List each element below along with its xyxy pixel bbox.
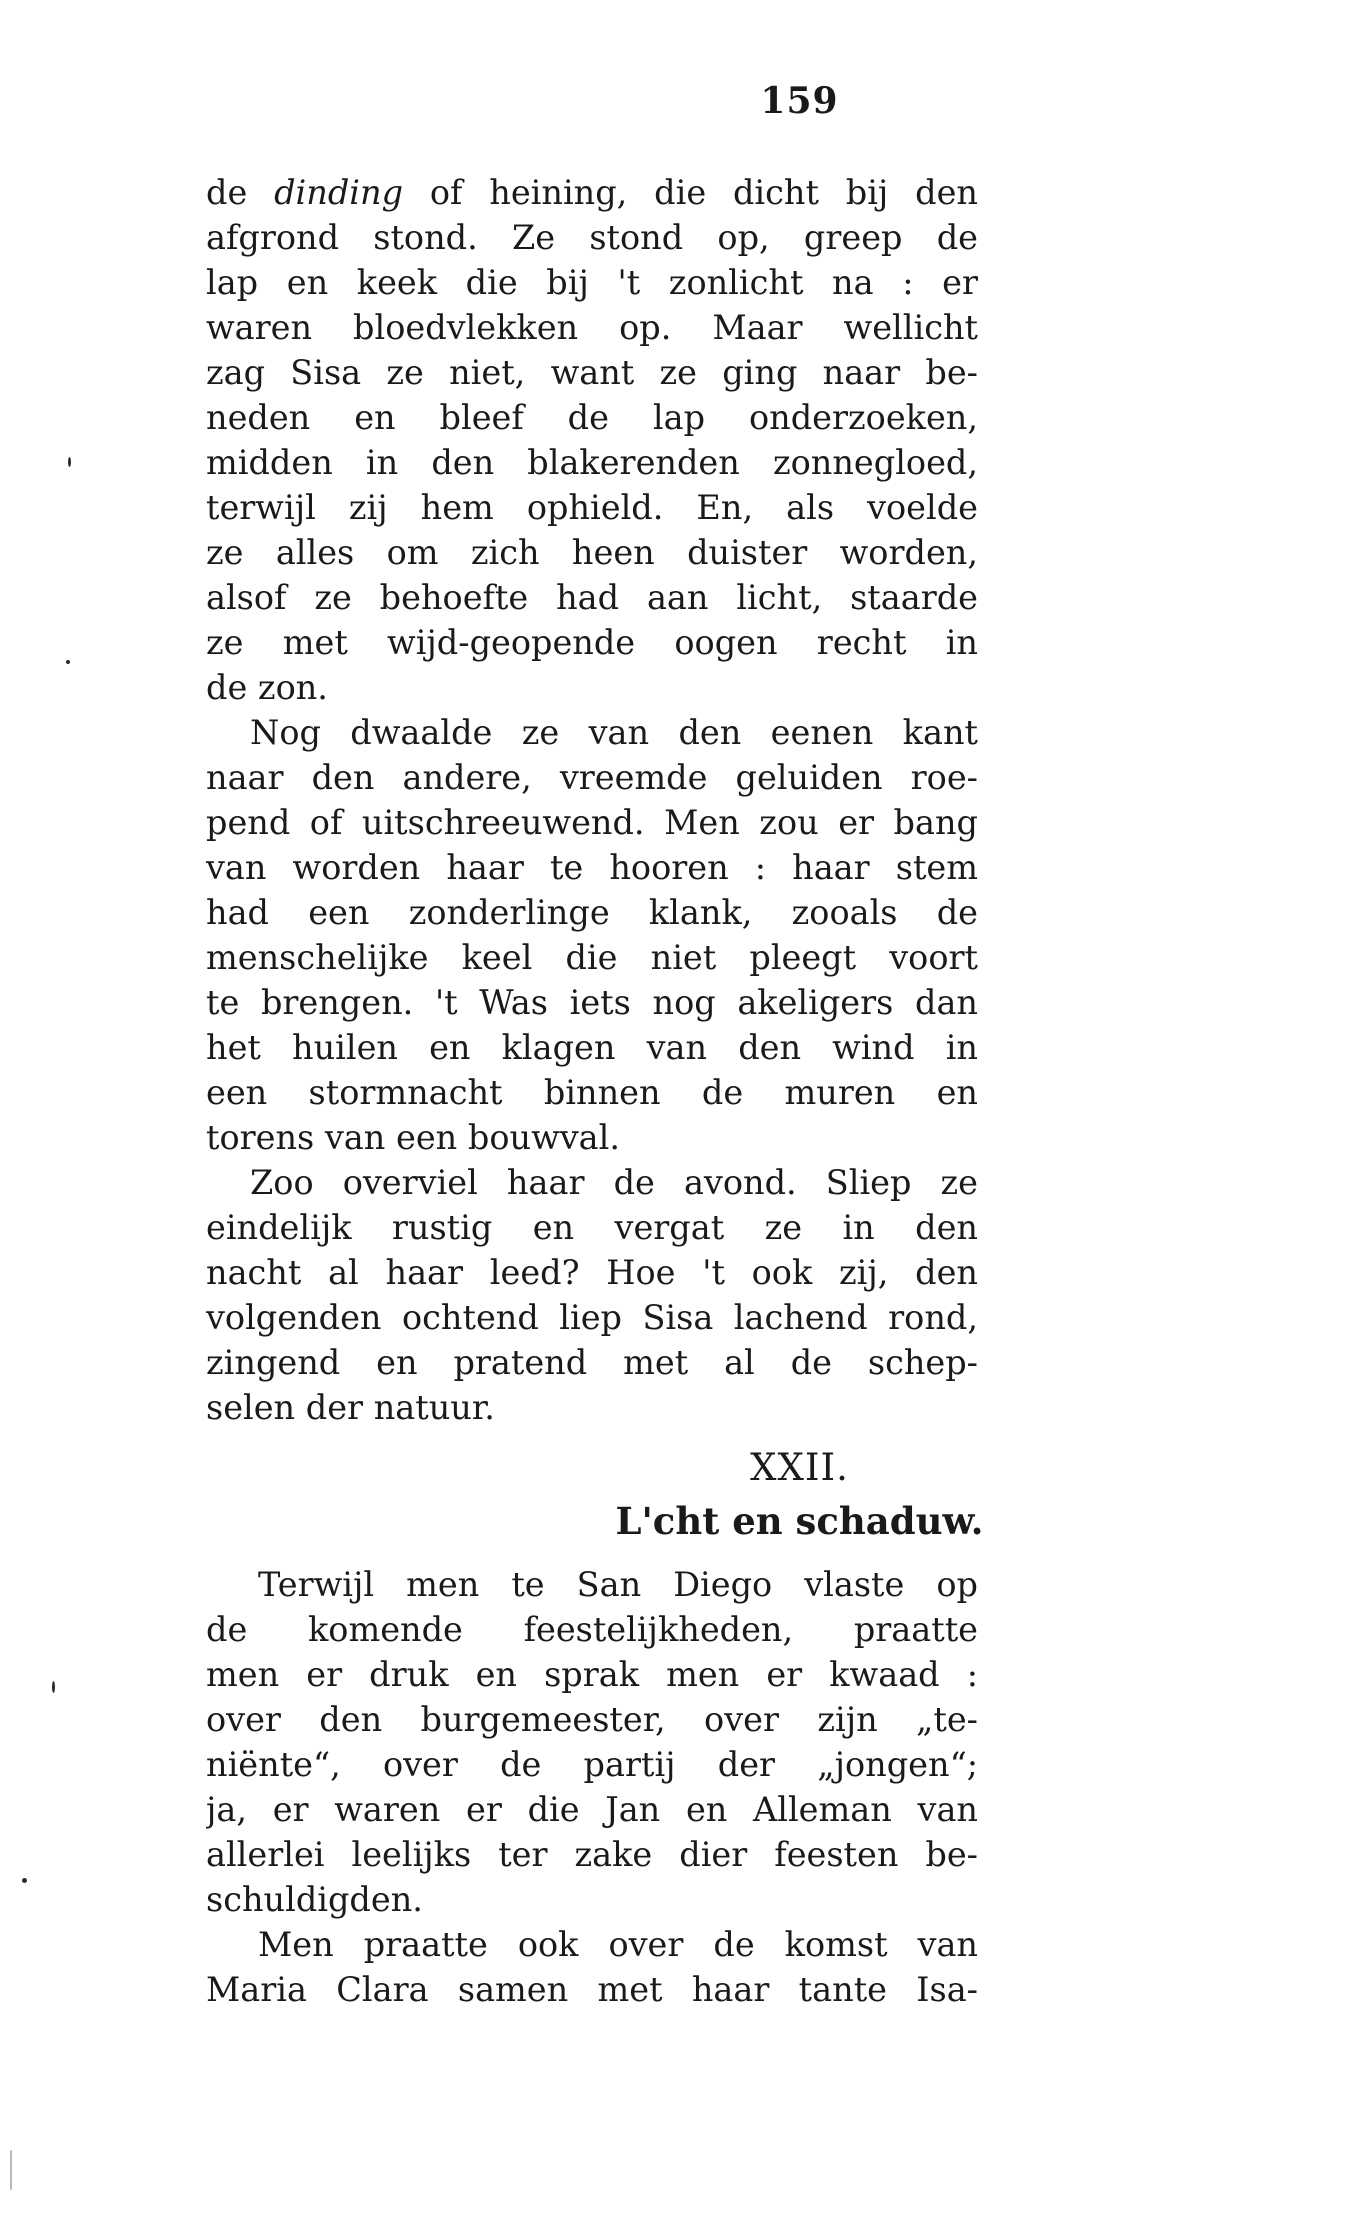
paragraph xyxy=(206,1160,978,1430)
text-line: alsof ze behoefte had aan licht, staarde xyxy=(206,578,978,617)
text-line: ja, er waren er die Jan en Alleman van xyxy=(206,1790,978,1829)
scan-speck xyxy=(66,660,70,664)
text-line: allerlei leelijks ter zake dier feesten be- xyxy=(206,1835,978,1874)
text-line: de dinding of heining, die dicht bij den xyxy=(206,173,978,212)
text-line: lap en keek die bij 't zonlicht na : er xyxy=(206,263,978,302)
text-line: afgrond stond. Ze stond op, greep de xyxy=(206,218,978,257)
text-line: te brengen. 't Was iets nog akeligers dan xyxy=(206,983,978,1022)
page-number: 159 xyxy=(760,80,839,122)
text-line: torens van een bouwval. xyxy=(206,1118,621,1157)
text-line: naar den andere, vreemde geluiden roe- xyxy=(206,758,978,797)
text-line: Zoo overviel haar de avond. Sliep ze xyxy=(250,1163,978,1202)
text-line: terwijl zij hem ophield. En, als voelde xyxy=(206,488,978,527)
scan-speck xyxy=(68,457,71,467)
text-line: eindelijk rustig en vergat ze in den xyxy=(206,1208,978,1247)
paragraph xyxy=(206,1562,978,1922)
scan-speck xyxy=(22,1878,27,1883)
chapter-number: XXII. xyxy=(750,1446,849,1489)
text-line: ze alles om zich heen duister worden, xyxy=(206,533,978,572)
text-line: had een zonderlinge klank, zooals de xyxy=(206,893,978,932)
text-line: de zon. xyxy=(206,668,328,707)
scan-speck xyxy=(52,1681,55,1693)
text-line: nacht al haar leed? Hoe 't ook zij, den xyxy=(206,1253,978,1292)
text-line: zingend en pratend met al de schep- xyxy=(206,1343,978,1382)
emphasized-word: dinding xyxy=(274,173,404,212)
text-line: ze met wijd-geopende oogen recht in xyxy=(206,623,978,662)
text-line: menschelijke keel die niet pleegt voort xyxy=(206,938,978,977)
paragraph xyxy=(206,1922,978,2012)
text-line: Nog dwaalde ze van den eenen kant xyxy=(250,713,978,752)
text-line: van worden haar te hooren : haar stem xyxy=(206,848,978,887)
scan-speck xyxy=(10,2150,12,2190)
text-line: over den burgemeester, over zijn „te- xyxy=(206,1700,978,1739)
text-line: de komende feestelijkheden, praatte xyxy=(206,1610,978,1649)
text-line: een stormnacht binnen de muren en xyxy=(206,1073,978,1112)
paragraph xyxy=(206,710,978,1160)
text-line: zag Sisa ze niet, want ze ging naar be- xyxy=(206,353,978,392)
text-line: selen der natuur. xyxy=(206,1388,495,1427)
text-line: neden en bleef de lap onderzoeken, xyxy=(206,398,978,437)
chapter-title: L'cht en schaduw. xyxy=(615,1499,984,1543)
text-line: midden in den blakerenden zonnegloed, xyxy=(206,443,978,482)
text-line: het huilen en klagen van den wind in xyxy=(206,1028,978,1067)
paragraph-continued xyxy=(206,170,978,710)
text-line: schuldigden. xyxy=(206,1880,423,1919)
text-line: men er druk en sprak men er kwaad : xyxy=(206,1655,978,1694)
text-line: niënte“, over de partij der „jongen“; xyxy=(206,1745,978,1784)
text-line: pend of uitschreeuwend. Men zou er bang xyxy=(206,803,978,842)
text-line: Terwijl men te San Diego vlaste op xyxy=(258,1565,978,1604)
text-line: volgenden ochtend liep Sisa lachend rond, xyxy=(206,1298,978,1337)
text-line: waren bloedvlekken op. Maar wellicht xyxy=(206,308,978,347)
text-line: Maria Clara samen met haar tante Isa- xyxy=(206,1970,978,2009)
text-line: Men praatte ook over de komst van xyxy=(258,1925,978,1964)
